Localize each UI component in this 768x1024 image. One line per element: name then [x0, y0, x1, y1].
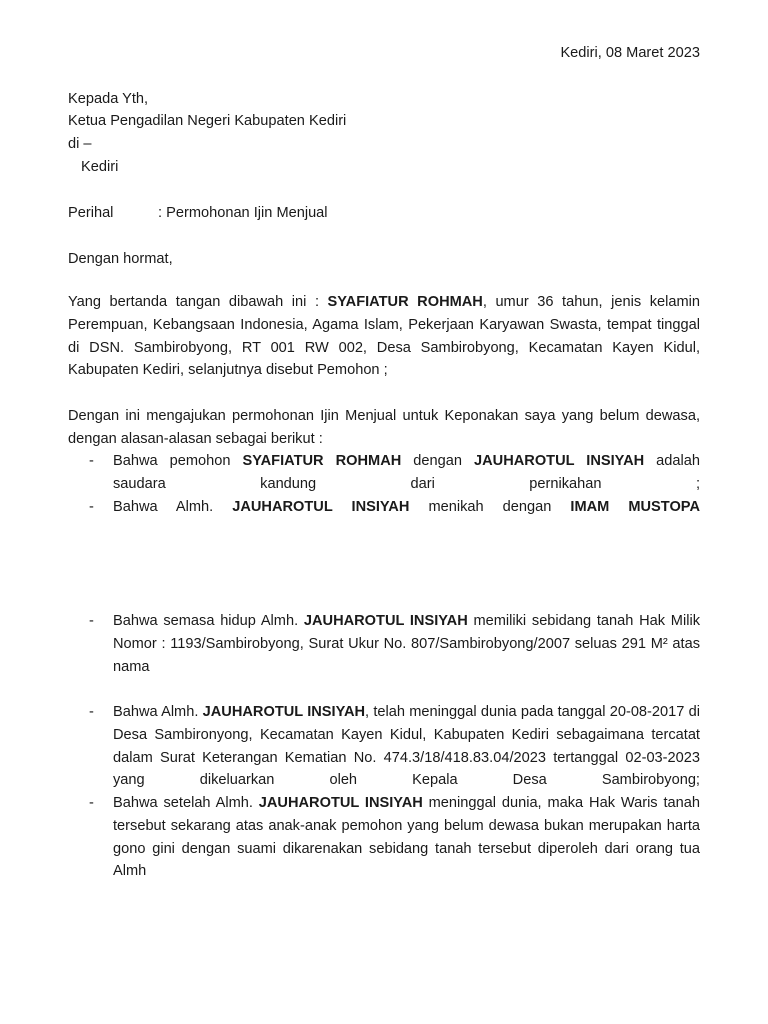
- list-dash: -: [89, 453, 94, 469]
- recipient-line-2: Ketua Pengadilan Negeri Kabupaten Kediri: [68, 113, 347, 129]
- recipient-line-4: Kediri: [81, 159, 119, 175]
- recipient-line-1: Kepada Yth,: [68, 91, 149, 107]
- list-item: - Bahwa Almh. JAUHAROTUL INSIYAH, telah meninggal dunia pada tanggal 20-08-2017 di Desa Sambironyong, Kecamatan Kayen Kidul, Kabupaten Kediri sebagaimana tercatat dalam Surat Keterangan Kematian No. 474.3/18/418.83.04/2023 tertanggal 02-03-2023 yang dikeluarkan oleh Kepala Desa Sambirobyong;: [113, 701, 700, 792]
- list-item: - Bahwa semasa hidup Almh. JAUHAROTUL INSIYAH memiliki sebidang tanah Hak Milik Nomor : 1193/Sambirobyong, Surat Ukur No. 807/Sambirobyong/2007 seluas 291 M² atas nama: [113, 610, 700, 678]
- list-dash: -: [89, 795, 94, 811]
- list-dash: -: [89, 499, 94, 515]
- list-item: - Bahwa pemohon SYAFIATUR ROHMAH dengan JAUHAROTUL INSIYAH adalah saudara kandung dari pernikahan ;: [113, 450, 700, 496]
- list-item: - Bahwa setelah Almh. JAUHAROTUL INSIYAH meninggal dunia, maka Hak Waris tanah tersebut sekarang atas anak-anak pemohon yang belum dewasa bukan merupakan harta gono gini dengan suami dikarenakan sebidang tanah tersebut diperoleh dari orang tua Almh: [113, 792, 700, 883]
- subject-value: : Permohonan Ijin Menjual: [158, 205, 328, 221]
- list-dash: -: [89, 704, 94, 720]
- recipient-line-3: di –: [68, 136, 92, 152]
- salutation: Dengan hormat,: [68, 251, 173, 267]
- list-item: - Bahwa Almh. JAUHAROTUL INSIYAH menikah dengan IMAM MUSTOPA: [113, 496, 700, 519]
- place-date: Kediri, 08 Maret 2023: [560, 45, 700, 61]
- subject-label: Perihal: [68, 205, 114, 221]
- list-dash: -: [89, 613, 94, 629]
- intro-paragraph: Yang bertanda tangan dibawah ini : SYAFIATUR ROHMAH, umur 36 tahun, jenis kelamin Perempuan, Kebangsaan Indonesia, Agama Islam, Pekerjaan Karyawan Swasta, tempat tinggal di DSN. Sambirobyong, RT 001 RW 002, Desa Sambirobyong, Kecamatan Kayen Kidul, Kabupaten Kediri, selanjutnya disebut Pemohon ;: [68, 294, 700, 379]
- request-paragraph: Dengan ini mengajukan permohonan Ijin Menjual untuk Keponakan saya yang belum dewasa, dengan alasan-alasan sebagai berikut :: [68, 408, 700, 447]
